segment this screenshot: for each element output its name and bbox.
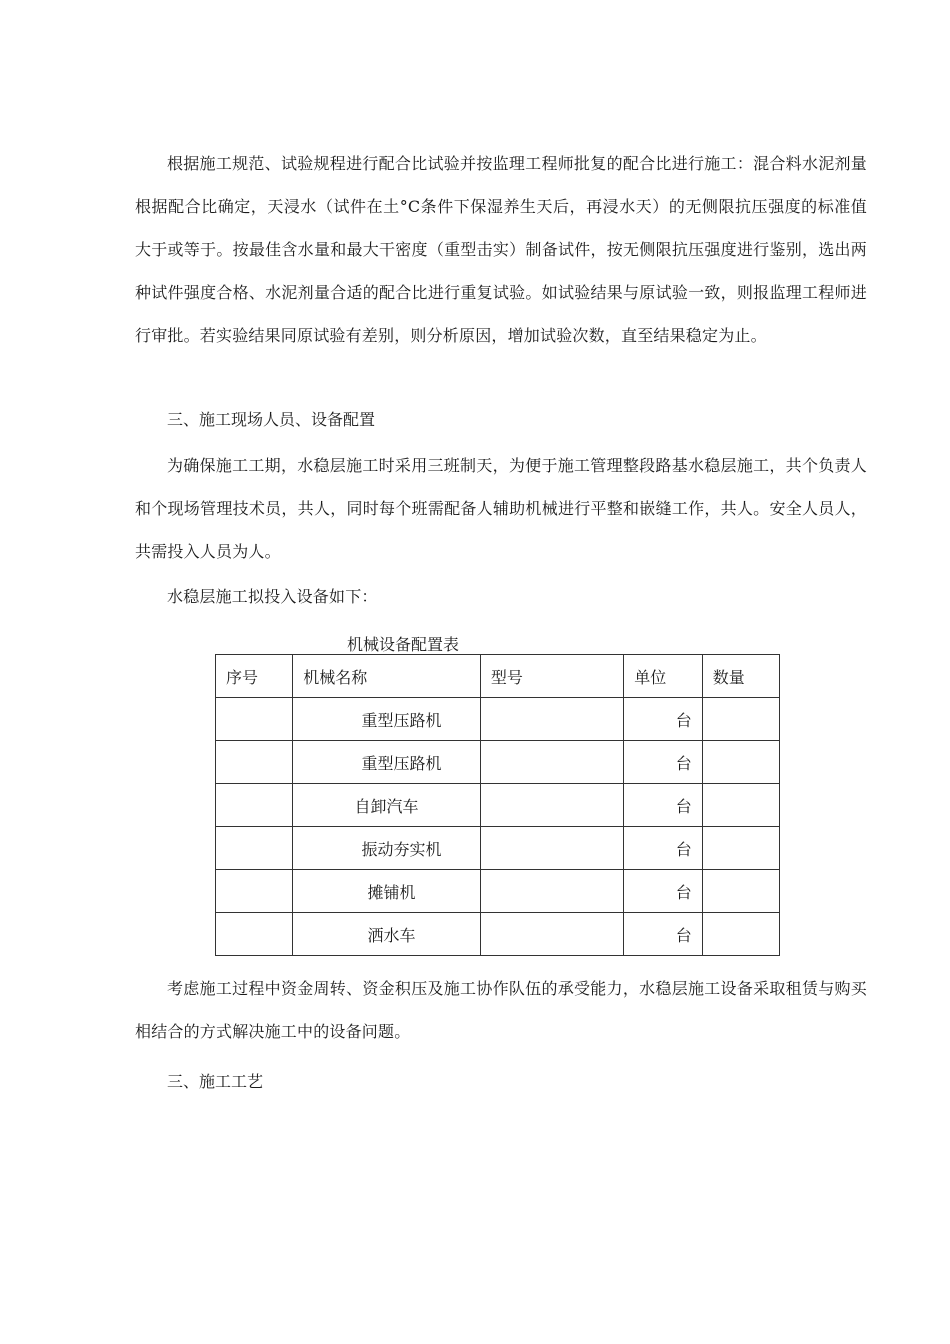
mix-ratio-paragraph: 根据施工规范、试验规程进行配合比试验并按监理工程师批复的配合比进行施工：混合料水泥剂量根据配合比确定，天浸水（试件在土°C条件下保湿养生天后，再浸水天）的无侧限抗压强度的标准值大于或等于。按最佳含水量和最大干密度（重型击实）制备试件，按无侧限抗压强度进行鉴别，选出两种试件强度合格、水泥剂量合适的配合比进行重复试验。如试验结果与原试验一致，则报监理工程师进行审批。若实验结果同原试验有差别，则分析原因，增加试验次数，直至结果稳定为止。	[135, 154, 867, 345]
cell-qty	[702, 827, 779, 870]
cell-qty	[702, 784, 779, 827]
cell-model	[480, 784, 623, 827]
cell-model	[480, 741, 623, 784]
cell-qty	[702, 913, 779, 956]
cell-unit: 台	[624, 784, 702, 827]
header-cell-qty: 数量	[702, 655, 779, 698]
cell-name: 重型压路机	[293, 698, 481, 741]
equipment-intro-paragraph: 水稳层施工拟投入设备如下：	[167, 587, 378, 606]
cell-unit: 台	[624, 913, 702, 956]
table-row	[216, 870, 780, 913]
cell-seq	[216, 784, 293, 827]
cell-name: 重型压路机	[293, 741, 481, 784]
cell-model	[480, 870, 623, 913]
table-row	[216, 913, 780, 956]
section-heading-staff-equipment: 三、施工现场人员、设备配置	[167, 410, 376, 429]
cell-name: 自卸汽车	[293, 784, 481, 827]
financing-paragraph: 考虑施工过程中资金周转、资金积压及施工协作队伍的承受能力，水稳层施工设备采取租赁与购买相结合的方式解决施工中的设备问题。	[135, 979, 867, 1041]
table-row	[216, 784, 780, 827]
table-caption: 机械设备配置表	[347, 635, 460, 654]
cell-name: 振动夯实机	[293, 827, 481, 870]
cell-unit: 台	[624, 870, 702, 913]
cell-seq	[216, 913, 293, 956]
cell-qty	[702, 698, 779, 741]
cell-unit: 台	[624, 827, 702, 870]
cell-name: 摊铺机	[293, 870, 481, 913]
cell-qty	[702, 870, 779, 913]
cell-name: 洒水车	[293, 913, 481, 956]
cell-seq	[216, 698, 293, 741]
table-header-row	[216, 655, 780, 698]
cell-qty	[702, 741, 779, 784]
staffing-paragraph: 为确保施工工期，水稳层施工时采用三班制天，为便于施工管理整段路基水稳层施工，共个负责人和个现场管理技术员，共人，同时每个班需配备人辅助机械进行平整和嵌缝工作，共人。安全人员人，共需投入人员为人。	[135, 456, 867, 561]
table-row	[216, 698, 780, 741]
cell-seq	[216, 870, 293, 913]
header-cell-model: 型号	[480, 655, 623, 698]
cell-model	[480, 913, 623, 956]
cell-model	[480, 698, 623, 741]
equipment-table	[215, 654, 780, 956]
cell-seq	[216, 827, 293, 870]
cell-seq	[216, 741, 293, 784]
cell-unit: 台	[624, 698, 702, 741]
header-cell-name: 机械名称	[293, 655, 481, 698]
cell-model	[480, 827, 623, 870]
section-heading-process: 三、施工工艺	[167, 1072, 264, 1091]
cell-unit: 台	[624, 741, 702, 784]
header-cell-unit: 单位	[624, 655, 702, 698]
table-row	[216, 741, 780, 784]
header-cell-seq: 序号	[216, 655, 293, 698]
table-row	[216, 827, 780, 870]
